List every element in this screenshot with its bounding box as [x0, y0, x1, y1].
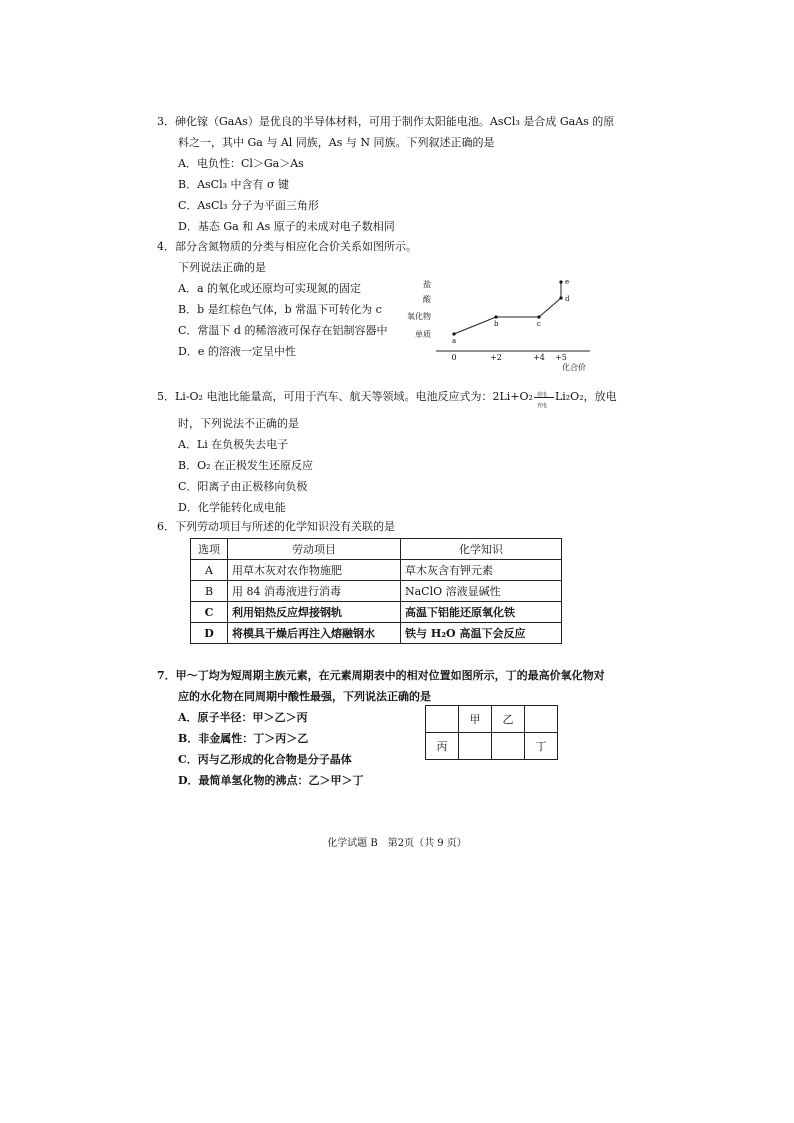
table-header-cell: 化学知识: [401, 539, 562, 560]
q3-stem-line1: 3．砷化镓（GaAs）是优良的半导体材料，可用于制作太阳能电池。AsCl₃ 是合成 GaAs 的原: [157, 115, 615, 128]
q7-option-d: D．最简单氢化物的沸点：乙＞甲＞丁: [178, 774, 364, 787]
grid-cell-bing: 丙: [426, 733, 459, 760]
chart-x-tick-5: +5: [555, 353, 567, 362]
grid-cell: [525, 706, 558, 733]
chart-label-a: a: [452, 337, 457, 345]
q7-periodic-table-grid: [425, 705, 558, 760]
q3-option-d: D．基态 Ga 和 As 原子的未成对电子数相同: [178, 220, 395, 233]
table-cell-option: D: [191, 623, 228, 644]
table-cell-knowledge: 草木灰含有钾元素: [401, 560, 562, 581]
chart-y-label-element: 单质: [415, 330, 431, 339]
chart-point-a: [452, 332, 455, 335]
grid-row: [426, 706, 558, 733]
table-header-cell: 选项: [191, 539, 228, 560]
table-row: [191, 560, 562, 581]
chart-point-d: [559, 296, 562, 299]
q4-option-d: D．e 的溶液一定呈中性: [178, 345, 296, 358]
q5-option-c: C．阳离子由正极移向负极: [178, 480, 308, 493]
q3-stem-line2: 料之一，其中 Ga 与 Al 同族，As 与 N 同族。下列叙述正确的是: [178, 136, 495, 149]
q6-table: [190, 538, 562, 644]
table-row: [191, 581, 562, 602]
q7-stem-line1: 7．甲～丁均为短周期主族元素，在元素周期表中的相对位置如图所示，丁的最高价氧化物对: [157, 669, 605, 682]
grid-cell: [426, 706, 459, 733]
chart-x-tick-2: +2: [490, 353, 502, 362]
q7-option-c: C．丙与乙形成的化合物是分子晶体: [178, 753, 352, 766]
q4-option-b: B．b 是红棕色气体，b 常温下可转化为 c: [178, 303, 382, 316]
q5-option-d: D．化学能转化成电能: [178, 501, 286, 514]
q7-option-a: A．原子半径：甲＞乙＞丙: [178, 711, 308, 724]
q5-option-a: A．Li 在负极失去电子: [178, 438, 289, 451]
table-row: [191, 602, 562, 623]
q4-stem-line1: 4．部分含氮物质的分类与相应化合价关系如图所示。: [157, 240, 417, 253]
table-cell-option: A: [191, 560, 228, 581]
table-cell-knowledge: 高温下铝能还原氧化铁: [401, 602, 562, 623]
q7-stem-line2: 应的水化物在同周期中酸性最强，下列说法正确的是: [178, 690, 431, 703]
chart-point-c: [537, 315, 540, 318]
q3-option-a: A．电负性：Cl＞Ga＞As: [178, 157, 304, 170]
chart-y-label-acid: 酸: [423, 295, 431, 304]
table-row: [191, 623, 562, 644]
q4-option-c: C．常温下 d 的稀溶液可保存在铝制容器中: [178, 324, 388, 337]
chart-label-c: c: [537, 320, 541, 328]
table-cell-task: 利用铝热反应焊接钢轨: [228, 602, 401, 623]
chart-y-label-oxide: 氧化物: [407, 312, 431, 321]
q5-option-b: B．O₂ 在正极发生还原反应: [178, 459, 314, 472]
chart-y-label-salt: 盐: [423, 280, 431, 289]
q3-option-c: C．AsCl₃ 分子为平面三角形: [178, 199, 319, 212]
grid-cell: [459, 733, 492, 760]
table-cell-knowledge: 铁与 H₂O 高温下会反应: [401, 623, 562, 644]
chart-x-tick-0: 0: [451, 353, 457, 362]
chart-x-axis-title: 化合价: [562, 363, 586, 372]
chart-label-e: e: [565, 278, 570, 286]
q5-reaction-arrow: [533, 390, 555, 409]
chart-point-e: [559, 280, 562, 283]
q5-arrow-top-label: 放电: [536, 392, 547, 398]
table-cell-task: 将模具干燥后再注入熔融钢水: [228, 623, 401, 644]
q4-option-a: A．a 的氧化或还原均可实现氮的固定: [178, 282, 361, 295]
q5-stem-line2: 时，下列说法不正确的是: [178, 417, 299, 430]
q5-arrow-bottom-label: 充电: [536, 403, 547, 409]
table-cell-task: 用草木灰对农作物施肥: [228, 560, 401, 581]
q5-stem-part2: Li₂O₂，放电: [554, 390, 617, 403]
chart-point-b: [494, 315, 497, 318]
grid-cell-yi: 乙: [492, 706, 525, 733]
q6-stem: 6．下列劳动项目与所述的化学知识没有关联的是: [157, 520, 395, 533]
grid-cell-ding: 丁: [525, 733, 558, 760]
chart-trend-line: [454, 282, 561, 334]
grid-cell-jia: 甲: [459, 706, 492, 733]
table-cell-option: C: [191, 602, 228, 623]
page-footer: 化学试题 B 第2页（共 9 页）: [327, 838, 467, 849]
table-header-cell: 劳动项目: [228, 539, 401, 560]
q7-option-b: B．非金属性：丁＞丙＞乙: [178, 732, 309, 745]
q5-stem-part1: 5．Li-O₂ 电池比能量高，可用于汽车、航天等领域。电池反应式为：2Li+O₂: [157, 390, 533, 403]
chart-x-tick-4: +4: [533, 353, 545, 362]
table-header-row: [191, 539, 562, 560]
grid-cell: [492, 733, 525, 760]
q3-option-b: B．AsCl₃ 中含有 σ 键: [178, 178, 290, 191]
chart-label-d: d: [565, 295, 570, 303]
q4-nitrogen-valence-chart: [400, 270, 600, 375]
chart-label-b: b: [494, 320, 499, 328]
q5-stem-line1: [157, 390, 617, 409]
table-cell-option: B: [191, 581, 228, 602]
q4-stem-line2: 下列说法正确的是: [178, 261, 266, 274]
table-cell-task: 用 84 消毒液进行消毒: [228, 581, 401, 602]
table-cell-knowledge: NaClO 溶液显碱性: [401, 581, 562, 602]
grid-row: [426, 733, 558, 760]
